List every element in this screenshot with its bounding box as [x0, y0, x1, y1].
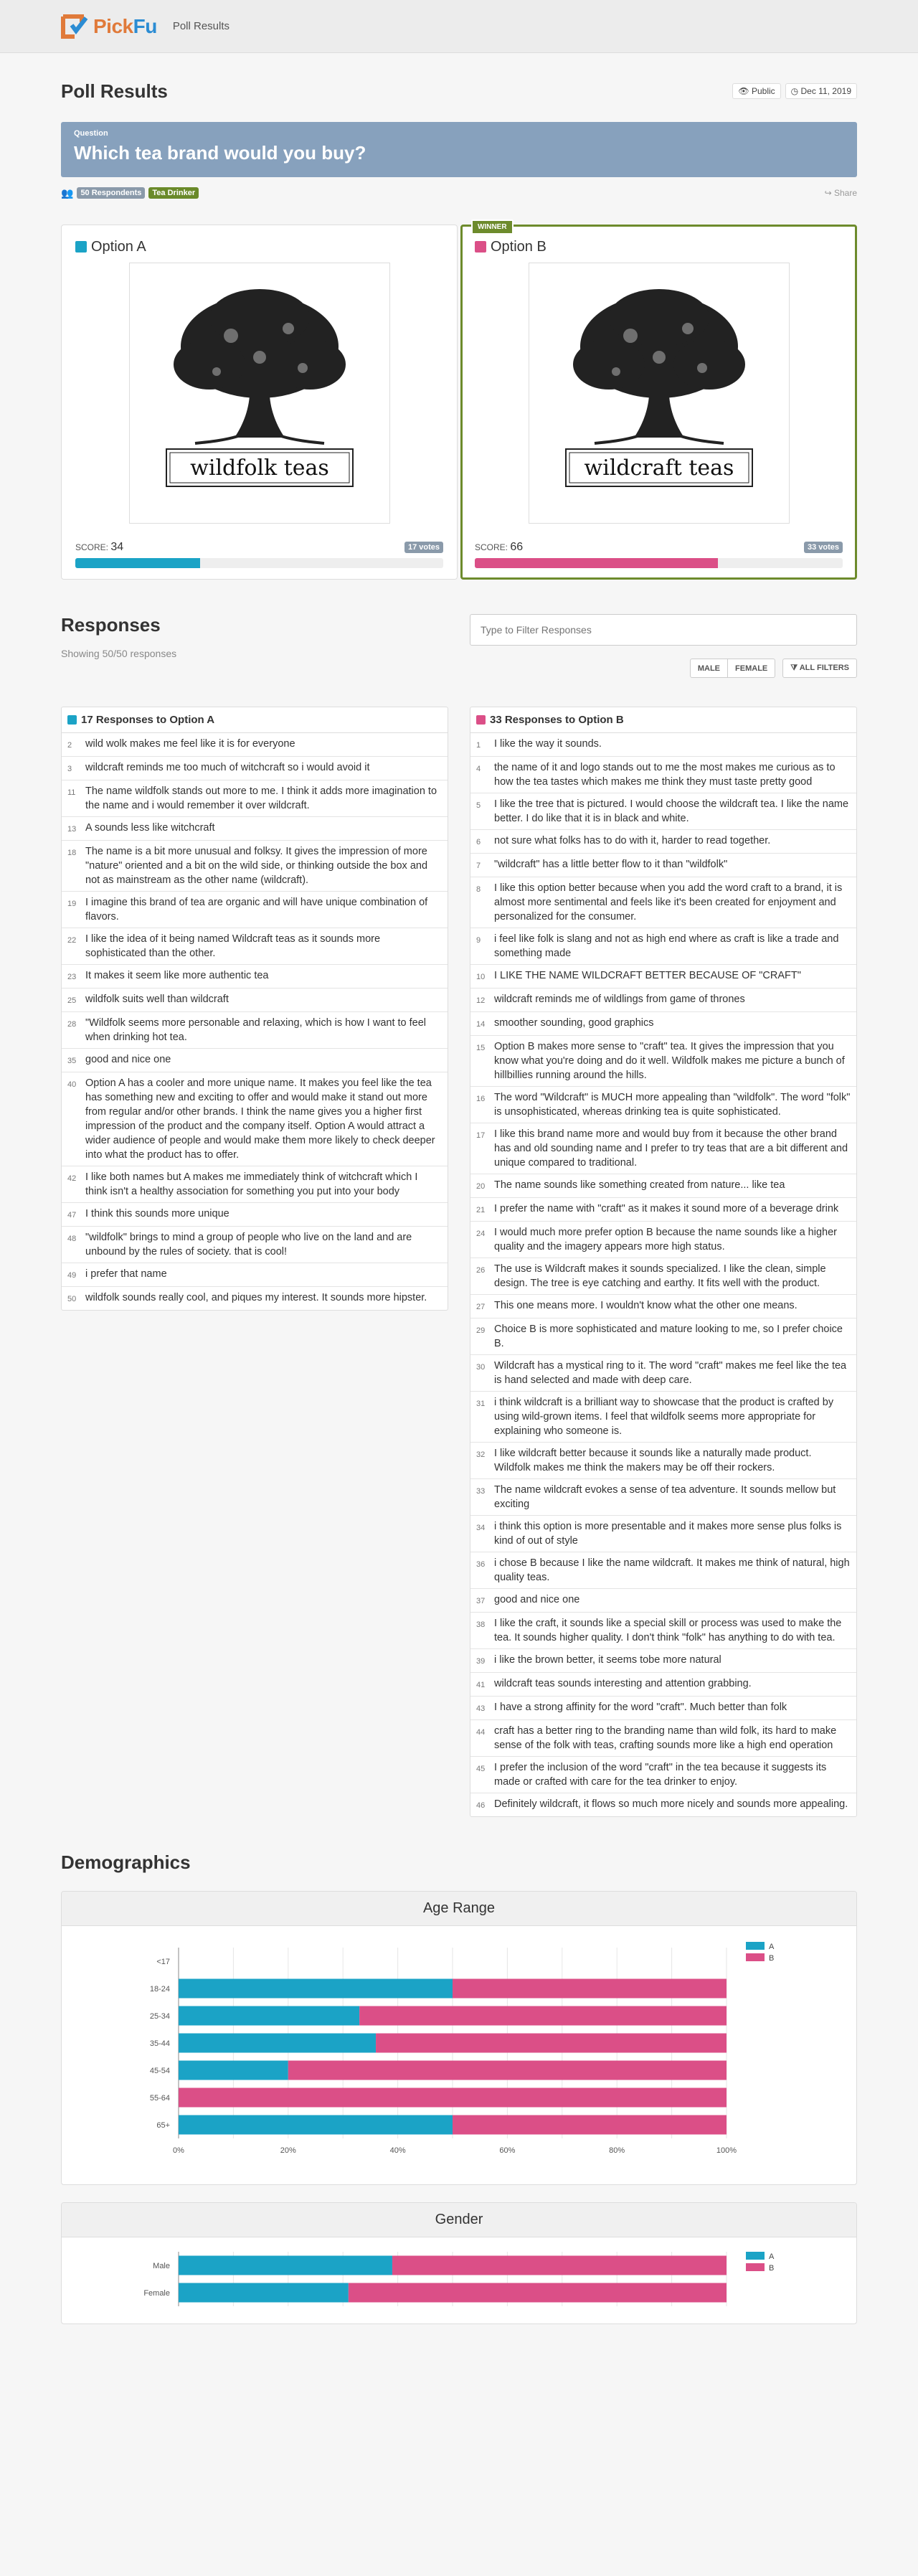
- respondents-tag: 50 Respondents: [77, 187, 145, 199]
- response-text: I would much more prefer option B because the name sounds like a higher quality and the imagery appears more high status.: [494, 1227, 837, 1252]
- legend-label: A: [769, 1943, 775, 1951]
- b-response-row: [470, 757, 856, 793]
- response-text: The name wildcraft evokes a sense of tea adventure. It sounds mellow but exciting: [494, 1484, 836, 1510]
- response-text: The use is Wildcraft makes it sounds specialized. I like the clean, simple design. The tree is eye catching and earthy. It fits well with the product.: [494, 1263, 826, 1289]
- option-b-score-fill: [475, 558, 718, 568]
- bar-a: [179, 1979, 453, 1999]
- b-response-row: [470, 877, 856, 928]
- response-text: good and nice one: [85, 1054, 171, 1065]
- response-number: 30: [476, 1363, 486, 1372]
- x-tick-label: 20%: [280, 2146, 296, 2155]
- response-number: 49: [67, 1271, 77, 1280]
- response-text: "wildcraft" has a little better flow to it than "wildfolk": [494, 859, 728, 870]
- response-number: 26: [476, 1266, 486, 1275]
- legend-swatch-b: [746, 1953, 765, 1961]
- logo-icon: [60, 12, 89, 41]
- response-text: Option B makes more sense to "craft" tea. It gives the impression that you know what you're doing and do it well. Wildfolk makes me picture a bunch of hillbillies running around the hills.: [494, 1041, 845, 1081]
- response-number: 5: [476, 801, 481, 810]
- b-response-row: [470, 1720, 856, 1757]
- tree-logo-a: [152, 278, 367, 508]
- a-response-row: [62, 1072, 448, 1166]
- clock-icon: ◷: [790, 86, 799, 96]
- response-number: 20: [476, 1182, 486, 1191]
- bar-b: [179, 2088, 727, 2108]
- bar-b: [392, 2256, 727, 2275]
- response-text: "Wildfolk seems more personable and relaxing, which is how I want to feel when drinking hot tea.: [85, 1017, 427, 1043]
- b-response-row: [470, 1757, 856, 1793]
- response-number: 35: [67, 1057, 77, 1065]
- response-number: 40: [67, 1080, 77, 1089]
- bar-b: [453, 1979, 727, 1999]
- score-value-b: 66: [510, 541, 524, 553]
- response-number: 14: [476, 1020, 486, 1029]
- response-text: I like both names but A makes me immediately think of witchcraft which I think isn't a healthy association for something you put into your body: [85, 1171, 418, 1197]
- gender-chart: [62, 2237, 856, 2323]
- responses-count: Showing 50/50 responses: [61, 648, 177, 659]
- b-response-row: [470, 1697, 856, 1720]
- response-text: i feel like folk is slang and not as high end where as craft is like a trade and something made: [494, 933, 839, 959]
- response-text: Choice B is more sophisticated and mature looking to me, so I prefer choice B.: [494, 1324, 843, 1349]
- b-response-row: [470, 830, 856, 854]
- a-response-row: [62, 817, 448, 841]
- response-text: It makes it seem like more authentic tea: [85, 970, 269, 981]
- legend-label: A: [769, 2252, 775, 2261]
- response-number: 34: [476, 1524, 486, 1532]
- b-response-row: [470, 1087, 856, 1123]
- date-label: Dec 11, 2019: [800, 86, 851, 96]
- response-number: 22: [67, 936, 77, 945]
- b-response-row: [470, 928, 856, 965]
- age-range-chart: [62, 1926, 856, 2184]
- a-response-row: [62, 1049, 448, 1072]
- response-number: 9: [476, 936, 481, 945]
- option-b-image[interactable]: [529, 263, 790, 524]
- response-number: 10: [476, 973, 486, 981]
- bar-a: [179, 2256, 392, 2275]
- response-text: "wildfolk" brings to mind a group of people who live on the land and are unbound by the rules of society. that is cool!: [85, 1232, 412, 1258]
- response-number: 33: [476, 1487, 486, 1496]
- response-text: This one means more. I wouldn't know what the other one means.: [494, 1300, 798, 1311]
- tree-logo-b: [552, 278, 767, 508]
- option-b-title: Option B: [491, 238, 546, 255]
- bar-a: [179, 2034, 376, 2053]
- response-number: 36: [476, 1560, 486, 1569]
- response-number: 3: [67, 765, 72, 773]
- a-response-row: [62, 1166, 448, 1203]
- score-value-a: 34: [110, 541, 124, 553]
- b-response-row: [470, 793, 856, 830]
- date-pill: [785, 83, 857, 99]
- category-label: 45-54: [149, 2067, 170, 2075]
- a-response-row: [62, 1263, 448, 1287]
- a-response-row: [62, 892, 448, 928]
- response-number: 2: [67, 741, 72, 750]
- response-number: 18: [67, 849, 77, 857]
- response-text: good and nice one: [494, 1594, 580, 1605]
- response-text: A sounds less like witchcraft: [85, 822, 215, 834]
- b-response-row: [470, 1198, 856, 1222]
- gender-card: [61, 2202, 857, 2324]
- bar-a: [179, 2061, 288, 2080]
- response-text: I think this sounds more unique: [85, 1208, 230, 1219]
- male-filter-button[interactable]: MALE: [690, 659, 728, 678]
- category-label: <17: [156, 1958, 170, 1966]
- share-label: Share: [833, 188, 857, 198]
- b-response-row: [470, 733, 856, 757]
- response-number: 12: [476, 996, 486, 1005]
- b-response-row: [470, 1479, 856, 1516]
- response-text: wildcraft reminds me of wildlings from game of thrones: [494, 994, 745, 1005]
- response-number: 16: [476, 1095, 486, 1103]
- category-label: 55-64: [149, 2094, 170, 2103]
- response-text: I like the tree that is pictured. I would choose the wildcraft tea. I like the name better. I do like that it is in black and white.: [494, 798, 849, 824]
- age-range-title: Age Range: [62, 1892, 856, 1926]
- response-number: 17: [476, 1131, 486, 1140]
- b-response-row: [470, 1258, 856, 1295]
- option-a-card: [61, 225, 458, 580]
- brand-a: Pick: [93, 14, 133, 37]
- b-response-row: [470, 1649, 856, 1673]
- users-icon: 👥: [61, 187, 74, 199]
- a-response-row: [62, 733, 448, 757]
- all-filters-button[interactable]: [782, 659, 857, 678]
- share-link[interactable]: [825, 188, 857, 198]
- filter-responses-input[interactable]: [470, 614, 857, 646]
- response-text: Definitely wildcraft, it flows so much more nicely and sounds more appealing.: [494, 1798, 848, 1810]
- bar-a: [179, 2283, 349, 2303]
- category-label: 65+: [156, 2121, 170, 2130]
- option-a-image[interactable]: [129, 263, 390, 524]
- a-response-row: [62, 841, 448, 892]
- b-response-row: [470, 1174, 856, 1198]
- b-response-row: [470, 1443, 856, 1479]
- a-response-row: [62, 965, 448, 989]
- option-b-score-bar: [475, 558, 843, 568]
- bar-b: [359, 2006, 727, 2026]
- a-response-row: [62, 757, 448, 780]
- female-filter-button[interactable]: FEMALE: [728, 659, 775, 678]
- response-number: 24: [476, 1230, 486, 1238]
- logo-b-text: wildcraft teas: [584, 456, 734, 481]
- option-b-responses-heading: 33 Responses to Option B: [490, 714, 624, 726]
- response-number: 41: [476, 1681, 486, 1689]
- response-text: The name is a bit more unusual and folksy. It gives the impression of more "nature" oriented and a bit on the wild side, or thinking outside the box and not as mainstream as the other name (wildcraft).: [85, 846, 428, 886]
- response-number: 29: [476, 1326, 486, 1335]
- response-text: i chose B because I like the name wildcraft. It makes me think of natural, high quality teas.: [494, 1557, 850, 1583]
- b-response-row: [470, 1295, 856, 1318]
- x-tick-label: 80%: [609, 2146, 625, 2155]
- eye-icon: 👁: [738, 86, 749, 96]
- pickfu-logo[interactable]: [60, 12, 157, 41]
- response-text: wildfolk suits well than wildcraft: [85, 994, 229, 1005]
- response-number: 27: [476, 1303, 486, 1311]
- response-number: 31: [476, 1400, 486, 1408]
- response-number: 21: [476, 1206, 486, 1214]
- b-response-row: [470, 1516, 856, 1552]
- response-number: 44: [476, 1728, 486, 1737]
- demographics-title: Demographics: [61, 1851, 191, 1873]
- visibility-label: Public: [751, 86, 775, 96]
- response-text: I like the craft, it sounds like a special skill or process was used to make the tea. It sounds higher quality. I don't think "folk" has anything to do with tea.: [494, 1618, 842, 1643]
- response-number: 45: [476, 1765, 486, 1773]
- option-b-responses-swatch: [476, 715, 486, 725]
- response-text: I like the idea of it being named Wildcraft teas as it sounds more sophisticated than the other.: [85, 933, 381, 959]
- b-response-row: [470, 1793, 856, 1816]
- category-label: Female: [143, 2289, 170, 2298]
- response-text: wildcraft teas sounds interesting and attention grabbing.: [494, 1678, 752, 1689]
- top-nav: [0, 0, 918, 53]
- score-label-a: SCORE:: [75, 542, 109, 552]
- response-text: I have a strong affinity for the word "craft". Much better than folk: [494, 1702, 787, 1713]
- bar-b: [376, 2034, 727, 2053]
- visibility-pill: [732, 83, 780, 99]
- bar-b: [453, 2115, 727, 2135]
- b-response-row: [470, 1392, 856, 1443]
- response-number: 4: [476, 765, 481, 773]
- response-number: 50: [67, 1295, 77, 1303]
- response-number: 13: [67, 825, 77, 834]
- response-text: i prefer that name: [85, 1268, 167, 1280]
- all-filters-label: ALL FILTERS: [799, 664, 849, 672]
- b-response-row: [470, 1552, 856, 1589]
- response-text: I imagine this brand of tea are organic and will have unique combination of flavors.: [85, 897, 428, 923]
- response-text: I prefer the name with "craft" as it makes it sound more of a beverage drink: [494, 1203, 839, 1214]
- bar-b: [288, 2061, 727, 2080]
- option-b-votes: 33 votes: [804, 542, 843, 553]
- response-number: 43: [476, 1704, 486, 1713]
- b-response-row: [470, 1355, 856, 1392]
- nav-poll-results[interactable]: Poll Results: [172, 20, 230, 32]
- response-text: The word "Wildcraft" is MUCH more appealing than "wildfolk". The word "folk" is unsophisticated, whereas drinking tea is quite sophisticated.: [494, 1092, 851, 1118]
- response-number: 25: [67, 996, 77, 1005]
- option-a-responses: [61, 707, 448, 1311]
- b-response-row: [470, 1012, 856, 1036]
- option-b-score: [475, 541, 523, 554]
- response-number: 1: [476, 741, 481, 750]
- x-tick-label: 60%: [499, 2146, 516, 2155]
- response-text: I like the way it sounds.: [494, 738, 602, 750]
- legend-label: B: [769, 2264, 775, 2273]
- response-text: I like wildcraft better because it sounds like a naturally made product. Wildfolk makes me think the makers may be off their rockers.: [494, 1448, 812, 1473]
- filter-icon: ⧩: [790, 664, 798, 672]
- response-number: 48: [67, 1235, 77, 1243]
- a-response-row: [62, 1287, 448, 1310]
- b-response-row: [470, 854, 856, 877]
- category-label: 35-44: [149, 2039, 170, 2048]
- winner-badge: WINNER: [471, 220, 514, 235]
- category-label: 18-24: [149, 1985, 170, 1994]
- b-response-row: [470, 1589, 856, 1613]
- option-a-responses-swatch: [67, 715, 77, 725]
- response-text: not sure what folks has to do with it, harder to read together.: [494, 835, 771, 846]
- response-number: 42: [67, 1174, 77, 1183]
- page-title: Poll Results: [61, 80, 168, 102]
- response-text: Option A has a cooler and more unique name. It makes you feel like the tea has something new and exciting to offer and would make it stand out more from regular and/or other brands. I think the name gives you a higher first impression of the product and the company itself. Option A would attract a wider audience of people and would make them more likely to check deeper into what the product has to offer.: [85, 1077, 435, 1161]
- response-text: Wildcraft has a mystical ring to it. The word "craft" makes me feel like the tea is hand selected and made with deep care.: [494, 1360, 847, 1386]
- b-response-row: [470, 1222, 856, 1258]
- share-icon: ↪: [824, 188, 832, 198]
- score-label-b: SCORE:: [475, 542, 508, 552]
- age-range-card: [61, 1891, 857, 2185]
- option-b-swatch: [475, 241, 486, 253]
- bar-b: [349, 2283, 727, 2303]
- response-number: 39: [476, 1657, 486, 1666]
- category-label: Male: [153, 2262, 170, 2270]
- option-a-score: [75, 541, 123, 554]
- response-text: wildcraft reminds me too much of witchcraft so i would avoid it: [85, 762, 370, 773]
- response-number: 8: [476, 885, 481, 894]
- response-number: 6: [476, 838, 481, 846]
- legend-swatch-b: [746, 2263, 765, 2271]
- brand-b: Fu: [133, 14, 157, 37]
- response-text: wildfolk sounds really cool, and piques my interest. It sounds more hipster.: [85, 1292, 427, 1303]
- option-a-votes: 17 votes: [404, 542, 443, 553]
- response-number: 28: [67, 1020, 77, 1029]
- response-text: i think wildcraft is a brilliant way to showcase that the product is crafted by using wild-grown items. I feel that wildfolk seems more appropriate for explaining who someone is.: [494, 1397, 834, 1437]
- option-a-title: Option A: [91, 238, 146, 255]
- response-text: The name wildfolk stands out more to me. I think it adds more imagination to the name and i would remember it over wildcraft.: [85, 785, 437, 811]
- bar-a: [179, 2006, 359, 2026]
- category-label: 25-34: [149, 2012, 170, 2021]
- b-response-row: [470, 1036, 856, 1087]
- b-response-row: [470, 1613, 856, 1649]
- a-response-row: [62, 1012, 448, 1049]
- b-response-row: [470, 989, 856, 1012]
- question-panel: [61, 122, 857, 177]
- x-tick-label: 100%: [716, 2146, 737, 2155]
- bar-a: [179, 2115, 453, 2135]
- response-text: the name of it and logo stands out to me the most makes me curious as to how the tea tastes which makes me think they must taste pretty good: [494, 762, 836, 788]
- response-number: 37: [476, 1597, 486, 1605]
- legend-swatch-a: [746, 2252, 765, 2260]
- a-response-row: [62, 928, 448, 965]
- a-response-row: [62, 989, 448, 1012]
- audience-tag: Tea Drinker: [148, 187, 199, 199]
- logo-a-text: wildfolk teas: [189, 456, 329, 481]
- legend-label: B: [769, 1954, 775, 1963]
- response-number: 19: [67, 900, 77, 908]
- response-text: i think this option is more presentable and it makes more sense plus folks is kind of out of style: [494, 1521, 842, 1547]
- b-response-row: [470, 1673, 856, 1697]
- option-b-responses: [470, 707, 857, 1817]
- response-number: 7: [476, 862, 481, 870]
- response-number: 11: [67, 788, 76, 797]
- response-text: I like this brand name more and would buy from it because the other brand has and old sounding name and I prefer to try teas that are a bit different and unique compared to traditional.: [494, 1128, 848, 1169]
- b-response-row: [470, 1318, 856, 1355]
- response-number: 23: [67, 973, 77, 981]
- a-response-row: [62, 1203, 448, 1227]
- response-number: 32: [476, 1450, 486, 1459]
- a-response-row: [62, 1227, 448, 1263]
- response-text: I prefer the inclusion of the word "craft" in the tea because it suggests its made or crafted with care for the tea drinker to enjoy.: [494, 1762, 827, 1788]
- option-a-score-bar: [75, 558, 443, 568]
- response-text: i like the brown better, it seems tobe more natural: [494, 1654, 721, 1666]
- question-label: Question: [74, 129, 108, 138]
- response-text: smoother sounding, good graphics: [494, 1017, 654, 1029]
- legend-swatch-a: [746, 1942, 765, 1950]
- response-text: wild wolk makes me feel like it is for everyone: [85, 738, 295, 750]
- response-number: 38: [476, 1620, 486, 1629]
- response-text: The name sounds like something created from nature... like tea: [494, 1179, 785, 1191]
- option-a-swatch: [75, 241, 87, 253]
- b-response-row: [470, 965, 856, 989]
- responses-title: Responses: [61, 614, 161, 636]
- gender-title: Gender: [62, 2203, 856, 2237]
- response-number: 47: [67, 1211, 77, 1219]
- x-tick-label: 40%: [389, 2146, 406, 2155]
- option-b-card: [460, 225, 857, 580]
- response-number: 46: [476, 1801, 486, 1810]
- response-number: 15: [476, 1044, 486, 1052]
- response-text: I LIKE THE NAME WILDCRAFT BETTER BECAUSE OF "CRAFT": [494, 970, 801, 981]
- response-text: I like this option better because when you add the word craft to a brand, it is almost more sentimental and feels like it's been created for enjoyment and personalized for the consumer.: [494, 882, 843, 923]
- question-text: Which tea brand would you buy?: [74, 142, 366, 164]
- response-text: craft has a better ring to the branding name than wild folk, its hard to make sense of the folk with teas, crafting sounds more like a high end operation: [494, 1725, 837, 1751]
- option-a-responses-heading: 17 Responses to Option A: [81, 714, 215, 726]
- option-a-score-fill: [75, 558, 200, 568]
- x-tick-label: 0%: [173, 2146, 184, 2155]
- b-response-row: [470, 1123, 856, 1174]
- a-response-row: [62, 780, 448, 817]
